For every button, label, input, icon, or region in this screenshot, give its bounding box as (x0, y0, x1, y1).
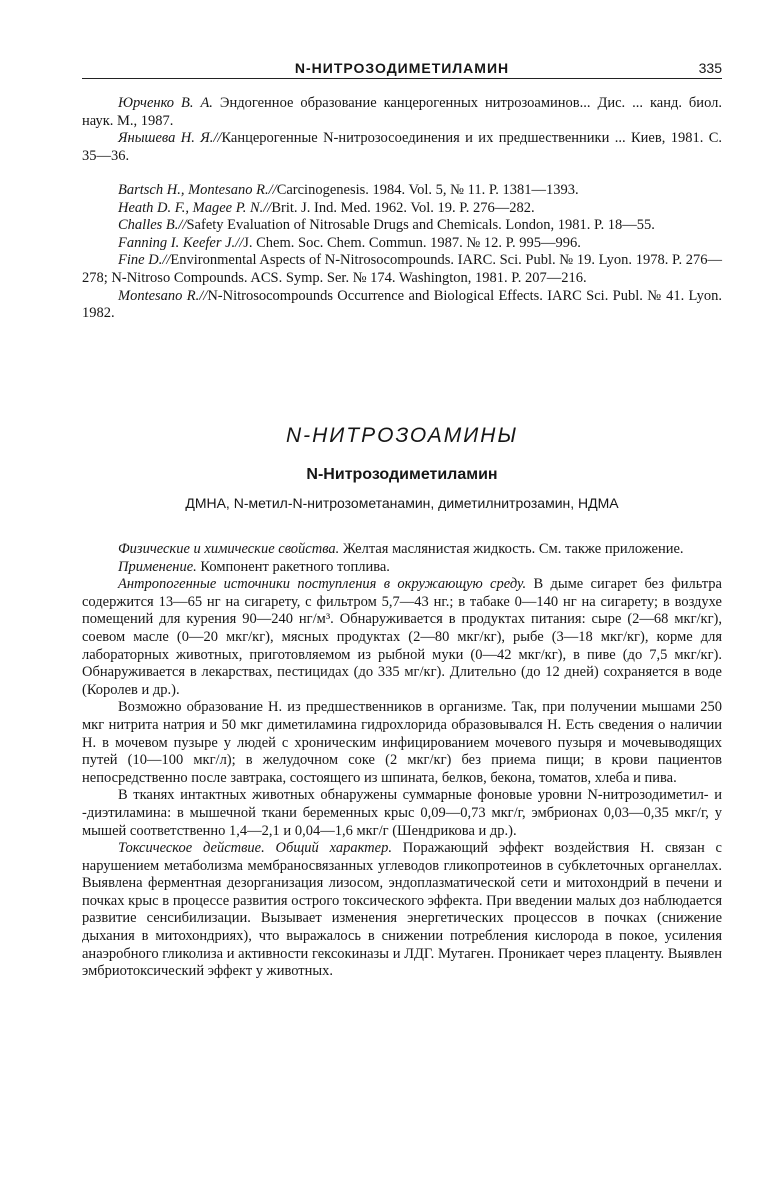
reference-entry (82, 130, 722, 165)
paragraph-heading: Токсическое действие. Общий характер. (118, 840, 392, 857)
reference-entry (82, 200, 722, 218)
reference-text: Канцерогенные N-нитрозосоединения и их предшественники ... Киев, 1981. С. 35—36. (82, 130, 722, 164)
reference-authors: Montesano R.// (118, 287, 208, 304)
paragraph-sources (82, 576, 722, 699)
paragraph-formation: Возможно образование Н. из предшественников в организме. Так, при получении мышами 250 мкг нитрита натрия и 50 мкг диметиламина гидрохлорида образовывался Н. Есть сведения о наличии Н. в мочевом пузыре у людей с хроническим инфицированием мочевого пузыря и мочевыводящих путей (10—100 мкг/л); в желудочном соке (2 мкг/кг) без приема пищи; в крови пациентов непосредственно после завтрака, состоящего из шпината, белков, бекона, томатов, хлеба и пива. (82, 699, 722, 786)
reference-authors: Challes B.// (118, 217, 187, 234)
synonyms-line: ДМНА, N-метил-N-нитрозометанамин, диметилнитрозамин, НДМА (185, 495, 619, 511)
reference-text: Safety Evaluation of Nitrosable Drugs and Chemicals. London, 1981. P. 18—55. (186, 217, 655, 234)
reference-entry (82, 182, 722, 200)
references-russian (82, 95, 722, 165)
reference-entry (82, 235, 722, 253)
paragraph-text: Компонент ракетного топлива. (196, 558, 390, 575)
reference-text: J. Chem. Soc. Chem. Commun. 1987. № 12. P. 995—996. (243, 234, 581, 251)
page-number: 335 (698, 60, 722, 76)
section-title: N-НИТРОЗОАМИНЫ (285, 424, 519, 447)
page-header (82, 60, 722, 79)
paragraph-text: В дыме сигарет без фильтра содержится 13—65 нг на сигарету, с фильтром 5,7—43 нг.; в табаке 0—140 нг на сигарету; в воздухе помещений для курения 90—240 нг/м³. Обнаруживается в продуктах питания: сыре (2—68 мкг/кг), соевом масле (0—20 мкг/кг), мясных продуктах (2—80 мкг/кг), рыбе (3—18 мкг/кг), корме для лабораторных животных, приготовляемом из рыбной муки (0—42 мкг/кг), в пиве (до 7,5 мкг/кг). Обнаруживается в лекарствах, пестицидах (до 335 мг/кг). Длительно (до 12 дней) сохраняется в воде (Королев и др.). (82, 576, 722, 698)
reference-authors: Fanning I. Keefer J.// (118, 234, 244, 251)
reference-text: Environmental Aspects of N-Nitrosocompounds. IARC. Sci. Publ. № 19. Lyon. 1978. P. 276—278; N-Nitroso Compounds. ACS. Symp. Ser. № 174. Washington, 1981. P. 207—216. (82, 252, 722, 286)
references-foreign (82, 182, 722, 323)
article-title: N-Нитрозодиметиламин (306, 466, 498, 483)
paragraph-toxic-action (82, 840, 722, 981)
paragraph-heading: Антропогенные источники поступления в окружающую среду. (118, 576, 527, 593)
paragraph-application (82, 559, 722, 577)
paragraph-text: Поражающий эффект воздействия Н. связан с нарушением метаболизма мембраносвязанных углеводов гликопротеинов в субклеточных органеллах. Выявлена ферментная дезорганизация лизосом, эндоплазматической сети и митохондрий в печени и почках крыс в процессе развития острого токсического эффекта. При введении малых доз наблюдается развитие сенсибилизации. Вызывает изменения энергетических процессов в почках (снижение дыхания в митохондриях), что выражалось в снижении потребления кислорода в покое, усиления анаэробного гликолиза и активности гексокиназы и ЛДГ. Мутаген. Проникает через плаценту. Выявлен эмбриотоксический эффект у животных. (82, 840, 722, 980)
reference-authors: Янышева Н. Я.// (118, 130, 222, 147)
paragraph-heading: Применение. (118, 558, 197, 575)
reference-authors: Bartsch H., Montesano R.// (118, 182, 277, 198)
paragraph-physical-properties (82, 541, 722, 559)
reference-text: Brit. J. Ind. Med. 1962. Vol. 19. P. 276—282. (271, 199, 535, 216)
reference-authors: Heath D. F., Magee P. N.// (118, 199, 272, 216)
reference-entry (82, 95, 722, 130)
paragraph-heading: Физические и химические свойства. (118, 541, 340, 557)
running-title: N-НИТРОЗОДИМЕТИЛАМИН (294, 60, 510, 76)
reference-text: Эндогенное образование канцерогенных нитрозоаминов... Дис. ... канд. биол. наук. М., 1987. (82, 95, 722, 129)
paragraph-text: Желтая маслянистая жидкость. См. также приложение. (339, 541, 684, 557)
reference-authors: Юрченко В. А. (118, 95, 213, 111)
article-body (82, 541, 722, 981)
reference-text: Carcinogenesis. 1984. Vol. 5, № 11. P. 1381—1393. (276, 182, 579, 198)
reference-entry (82, 288, 722, 323)
reference-authors: Fine D.// (118, 252, 171, 269)
reference-entry (82, 252, 722, 287)
paragraph-tissues: В тканях интактных животных обнаружены суммарные фоновые уровни N-нитрозодиметил- и -диэтиламина: в мышечной ткани беременных крыс 0,09—0,73 мкг/г, эмбрионах 0,03—0,35 мкг/г, у мышей соответственно 1,4—2,1 и 0,04—1,6 мкг/г (Шендрикова и др.). (82, 787, 722, 839)
reference-text: N-Nitrosocompounds Occurrence and Biological Effects. IARC Sci. Publ. № 41. Lyon. 1982. (82, 287, 722, 322)
reference-entry (82, 217, 722, 235)
